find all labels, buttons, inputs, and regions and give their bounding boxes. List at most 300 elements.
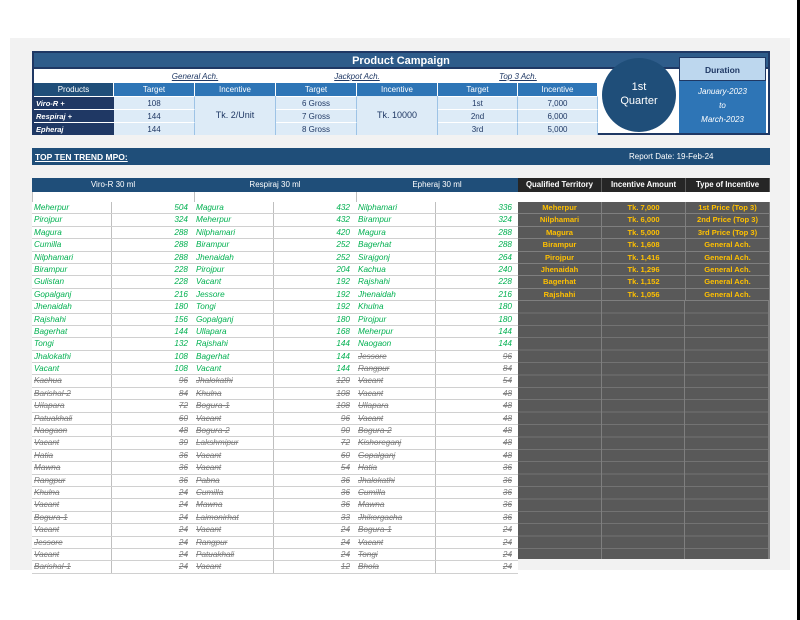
table-row	[194, 276, 356, 288]
territory-value: 144	[174, 326, 188, 336]
product-campaign-table	[32, 51, 770, 135]
group-general: General Ach.	[171, 72, 219, 81]
territory-name: Sirajgonj	[356, 252, 436, 263]
table-row	[32, 239, 194, 251]
table-row	[32, 338, 194, 350]
territory-name: Kishoreganj	[356, 437, 436, 448]
top3-incentive: 7,000	[518, 96, 598, 109]
territory-value: 504	[174, 203, 188, 212]
territory-name: Vacant	[32, 499, 112, 510]
table-row	[356, 351, 518, 363]
table-row	[194, 512, 356, 524]
table-row	[32, 326, 194, 338]
territory-name: Jhenaidah	[32, 301, 112, 312]
table-row	[356, 375, 518, 387]
territory-name: Lakshmipur	[194, 437, 274, 448]
table-row	[194, 202, 356, 214]
territory-value: 288	[498, 227, 512, 237]
territory-name: Hatia	[32, 450, 112, 461]
territory-name: Vacant	[32, 437, 112, 448]
territory-value: 108	[174, 351, 188, 361]
spreadsheet-area	[10, 38, 790, 570]
territory-name: Pirojpur	[32, 214, 112, 225]
table-row	[356, 338, 518, 350]
incentive-type: 2nd Price (Top 3)	[686, 214, 770, 225]
table-row	[194, 425, 356, 437]
territory-value: 120	[336, 376, 350, 386]
territory-name: Jhenaidah	[356, 289, 436, 300]
territory-value: 24	[178, 525, 188, 535]
territory-name: Birampur	[356, 214, 436, 225]
duration-to-word: to	[719, 101, 726, 110]
territory-name: Jhalokathi	[32, 351, 112, 362]
territory-value: 36	[502, 512, 512, 522]
table-row	[32, 450, 194, 462]
territory-value: 156	[174, 314, 188, 324]
header-qualified-territory: Qualified Territory	[518, 178, 602, 192]
territory-name: Nilphamari	[32, 252, 112, 263]
territory-value: 216	[498, 289, 512, 299]
territory-name: Meherpur	[194, 214, 274, 225]
table-row	[32, 314, 194, 326]
territory-value: 48	[502, 438, 512, 448]
table-row	[356, 289, 518, 301]
table-row	[194, 326, 356, 338]
general-incentive: Tk. 2/Unit	[195, 96, 276, 135]
incentive-type: General Ach.	[686, 239, 770, 250]
territory-value: 180	[498, 302, 512, 312]
territory-value: 48	[502, 413, 512, 423]
territory-name: Gopalganj	[194, 314, 274, 325]
table-row	[32, 549, 194, 561]
territory-name: Jhikorgacha	[356, 512, 436, 523]
territory-name: Mawna	[194, 499, 274, 510]
territory-value: 54	[340, 463, 350, 473]
jackpot-incentive: Tk. 10000	[357, 96, 438, 135]
territory-value: 48	[502, 401, 512, 411]
territory-value: 36	[340, 487, 350, 497]
quarter-number: 1st	[631, 81, 647, 93]
territory-value: 36	[178, 450, 188, 460]
territory-name: Pabna	[194, 475, 274, 486]
blank-row	[194, 192, 356, 202]
group-jackpot: Jackpot Ach.	[334, 72, 380, 81]
table-row	[194, 289, 356, 301]
territory-value: 432	[336, 203, 350, 212]
table-row	[32, 375, 194, 387]
qualified-row	[518, 202, 770, 214]
quarter-badge	[602, 58, 676, 132]
territory-name: Meherpur	[356, 326, 436, 337]
qualified-row	[518, 239, 770, 251]
incentive-amount: Tk. 1,608	[602, 239, 686, 250]
duration-from: January-2023	[698, 87, 747, 96]
blank-row	[518, 192, 770, 202]
territory-name: Naogaon	[32, 425, 112, 436]
territory-name: Jhalokathi	[356, 475, 436, 486]
territory-name: Jessore	[356, 351, 436, 362]
respiraj-table	[194, 178, 356, 574]
table-row	[32, 561, 194, 573]
territory-name: Birampur	[194, 239, 274, 250]
table-row	[32, 524, 194, 536]
territory-value: 324	[498, 215, 512, 225]
table-row	[356, 512, 518, 524]
territory-value: 132	[174, 339, 188, 349]
territory-name: Meherpur	[32, 202, 112, 213]
territory-value: 33	[340, 512, 350, 522]
top3-incentive: 6,000	[518, 109, 598, 122]
product-name: Epheraj	[34, 122, 114, 135]
territory-value: 48	[178, 426, 188, 436]
empty-rows	[518, 301, 770, 559]
table-row	[194, 561, 356, 573]
territory-value: 144	[336, 364, 350, 374]
territory-value: 24	[178, 562, 188, 572]
table-row	[32, 462, 194, 474]
report-date: Report Date: 19-Feb-24	[629, 152, 714, 161]
incentive-type: 1st Price (Top 3)	[686, 202, 770, 213]
table-row	[194, 363, 356, 375]
blank-row	[356, 192, 518, 202]
qualified-territory: Pirojpur	[518, 252, 602, 263]
territory-name: Vacant	[356, 375, 436, 386]
territory-value: 24	[178, 487, 188, 497]
territory-value: 432	[336, 215, 350, 225]
territory-value: 36	[178, 475, 188, 485]
trend-banner	[32, 148, 770, 165]
table-header: Epheraj 30 ml	[356, 178, 518, 192]
territory-value: 96	[502, 351, 512, 361]
duration-period	[679, 81, 766, 133]
table-row	[32, 227, 194, 239]
territory-name: Vacant	[32, 363, 112, 374]
territory-name: Rangpur	[194, 537, 274, 548]
territory-value: 192	[336, 302, 350, 312]
territory-value: 24	[178, 512, 188, 522]
jackpot-target: 8 Gross	[276, 122, 357, 135]
table-row	[194, 388, 356, 400]
territory-name: Khulna	[356, 301, 436, 312]
qualified-territory: Birampur	[518, 239, 602, 250]
table-row	[356, 499, 518, 511]
territory-name: Bogura-2	[356, 425, 436, 436]
table-row	[194, 338, 356, 350]
territory-value: 180	[498, 314, 512, 324]
territory-name: Naogaon	[356, 338, 436, 349]
territory-name: Barishal-2	[32, 388, 112, 399]
table-row	[194, 301, 356, 313]
territory-value: 144	[498, 339, 512, 349]
territory-value: 90	[340, 426, 350, 436]
territory-value: 24	[502, 537, 512, 547]
territory-value: 24	[340, 549, 350, 559]
territory-value: 288	[174, 227, 188, 237]
incentive-amount: Tk. 1,152	[602, 276, 686, 287]
top3-target: 1st	[438, 96, 518, 109]
header-incentive: Incentive	[357, 83, 438, 96]
territory-value: 228	[174, 264, 188, 274]
qualified-territory-table	[518, 178, 770, 559]
territory-name: Patuakhali	[32, 413, 112, 424]
qualified-row	[518, 289, 770, 301]
territory-value: 12	[340, 562, 350, 572]
general-target: 144	[114, 109, 195, 122]
territory-value: 228	[174, 277, 188, 287]
territory-name: Bagerhat	[32, 326, 112, 337]
table-row	[32, 202, 194, 214]
territory-value: 192	[336, 277, 350, 287]
territory-name: Vacant	[32, 549, 112, 560]
table-row	[356, 301, 518, 313]
table-row	[32, 487, 194, 499]
territory-name: Hatia	[356, 462, 436, 473]
table-row	[194, 264, 356, 276]
territory-name: Kachua	[356, 264, 436, 275]
table-row	[356, 437, 518, 449]
table-row	[356, 524, 518, 536]
table-row	[32, 475, 194, 487]
incentive-amount: Tk. 1,416	[602, 252, 686, 263]
table-row	[32, 363, 194, 375]
territory-name: Rajshahi	[194, 338, 274, 349]
territory-name: Vacant	[32, 524, 112, 535]
table-row	[32, 351, 194, 363]
table-row	[32, 512, 194, 524]
territory-name: Tongi	[194, 301, 274, 312]
territory-name: Pirojpur	[194, 264, 274, 275]
incentive-type: General Ach.	[686, 289, 770, 300]
territory-value: 72	[340, 438, 350, 448]
territory-name: Birampur	[32, 264, 112, 275]
territory-value: 252	[336, 240, 350, 250]
territory-name: Magura	[32, 227, 112, 238]
table-row	[356, 276, 518, 288]
trend-title: TOP TEN TREND MPO:	[35, 152, 128, 162]
table-header: Respiraj 30 ml	[194, 178, 356, 192]
table-row	[356, 252, 518, 264]
incentive-amount: Tk. 7,000	[602, 202, 686, 213]
territory-value: 24	[178, 549, 188, 559]
qualified-row	[518, 252, 770, 264]
table-row	[356, 413, 518, 425]
territory-name: Vacant	[194, 524, 274, 535]
duration-header: Duration	[679, 57, 766, 81]
table-row	[356, 326, 518, 338]
territory-name: Jhalokathi	[194, 375, 274, 386]
table-row	[32, 400, 194, 412]
territory-name: Khulna	[194, 388, 274, 399]
territory-name: Vacant	[194, 450, 274, 461]
table-row	[356, 561, 518, 573]
header-type-of-incentive: Type of Incentive	[686, 178, 770, 192]
table-row	[356, 314, 518, 326]
territory-value: 108	[174, 364, 188, 374]
territory-value: 192	[336, 289, 350, 299]
territory-value: 24	[502, 562, 512, 572]
header-incentive-amount: Incentive Amount	[602, 178, 686, 192]
table-row	[356, 549, 518, 561]
viro-r-table	[32, 178, 194, 574]
territory-name: Bogura-1	[32, 512, 112, 523]
incentive-amount: Tk. 1,296	[602, 264, 686, 275]
territory-value: 36	[502, 475, 512, 485]
general-target: 144	[114, 122, 195, 135]
territory-value: 180	[336, 314, 350, 324]
territory-name: Tongi	[32, 338, 112, 349]
territory-name: Laimonirhat	[194, 512, 274, 523]
territory-name: Mawna	[356, 499, 436, 510]
territory-value: 24	[340, 537, 350, 547]
territory-value: 288	[498, 240, 512, 250]
table-row	[356, 425, 518, 437]
territory-name: Vacant	[194, 363, 274, 374]
table-row	[194, 351, 356, 363]
qualified-territory: Rajshahi	[518, 289, 602, 300]
territory-name: Bogura-1	[356, 524, 436, 535]
table-row	[194, 400, 356, 412]
top3-incentive: 5,000	[518, 122, 598, 135]
product-name: Viro-R +	[34, 96, 114, 109]
territory-name: Mawna	[32, 462, 112, 473]
qualified-territory: Nilphamari	[518, 214, 602, 225]
top3-target: 3rd	[438, 122, 518, 135]
territory-name: Gopalganj	[356, 450, 436, 461]
table-row	[32, 499, 194, 511]
territory-name: Uilapara	[32, 400, 112, 411]
table-row	[32, 276, 194, 288]
territory-name: Rangpur	[32, 475, 112, 486]
table-row	[32, 537, 194, 549]
jackpot-target: 6 Gross	[276, 96, 357, 109]
territory-name: Bagerhat	[356, 239, 436, 250]
territory-value: 84	[178, 388, 188, 398]
territory-value: 96	[178, 376, 188, 386]
table-row	[194, 227, 356, 239]
table-row	[194, 375, 356, 387]
qualified-territory: Jhenaidah	[518, 264, 602, 275]
territory-value: 24	[340, 525, 350, 535]
territory-value: 36	[340, 475, 350, 485]
territory-name: Cumilla	[194, 487, 274, 498]
jackpot-target: 7 Gross	[276, 109, 357, 122]
territory-name: Vacant	[194, 276, 274, 287]
territory-value: 144	[498, 326, 512, 336]
territory-name: Jhenaidah	[194, 252, 274, 263]
territory-name: Rangpur	[356, 363, 436, 374]
territory-value: 60	[178, 413, 188, 423]
territory-name: Vacant	[194, 561, 274, 572]
territory-name: Ullapara	[194, 326, 274, 337]
territory-value: 48	[502, 450, 512, 460]
territory-name: Magura	[194, 202, 274, 213]
table-row	[32, 413, 194, 425]
incentive-type: General Ach.	[686, 264, 770, 275]
territory-value: 180	[174, 302, 188, 312]
table-row	[32, 252, 194, 264]
incentive-amount: Tk. 1,056	[602, 289, 686, 300]
table-row	[356, 264, 518, 276]
table-row	[356, 487, 518, 499]
table-row	[194, 214, 356, 226]
top3-target: 2nd	[438, 109, 518, 122]
territory-value: 60	[340, 450, 350, 460]
table-row	[32, 214, 194, 226]
territory-name: Cumilla	[32, 239, 112, 250]
table-row	[32, 264, 194, 276]
table-row	[194, 499, 356, 511]
territory-name: Gulistan	[32, 276, 112, 287]
table-row	[356, 202, 518, 214]
territory-value: 108	[336, 388, 350, 398]
territory-name: Barishal-1	[32, 561, 112, 572]
territory-value: 39	[178, 438, 188, 448]
territory-value: 36	[178, 463, 188, 473]
qualified-row	[518, 214, 770, 226]
incentive-amount: Tk. 6,000	[602, 214, 686, 225]
territory-value: 420	[336, 227, 350, 237]
duration-to: March-2023	[701, 115, 744, 124]
territory-name: Gopalganj	[32, 289, 112, 300]
territory-value: 144	[336, 339, 350, 349]
table-row	[194, 475, 356, 487]
general-target: 108	[114, 96, 195, 109]
territory-name: Rajshahi	[32, 314, 112, 325]
territory-name: Jessore	[194, 289, 274, 300]
header-target: Target	[438, 83, 518, 96]
territory-value: 288	[174, 240, 188, 250]
territory-name: Rajshahi	[356, 276, 436, 287]
incentive-type: General Ach.	[686, 276, 770, 287]
territory-value: 336	[498, 203, 512, 212]
territory-name: Patuakhali	[194, 549, 274, 560]
territory-name: Khulna	[32, 487, 112, 498]
table-row	[356, 462, 518, 474]
product-name: Respiraj +	[34, 109, 114, 122]
qualified-row	[518, 227, 770, 239]
table-row	[194, 239, 356, 251]
table-row	[194, 462, 356, 474]
territory-value: 36	[502, 463, 512, 473]
quarter-label: Quarter	[620, 95, 658, 107]
territory-value: 48	[502, 426, 512, 436]
territory-value: 252	[336, 252, 350, 262]
territory-value: 144	[336, 351, 350, 361]
table-row	[32, 388, 194, 400]
table-row	[356, 475, 518, 487]
table-row	[194, 314, 356, 326]
table-row	[32, 425, 194, 437]
territory-name: Cumilla	[356, 487, 436, 498]
header-target: Target	[276, 83, 357, 96]
territory-name: Vacant	[356, 537, 436, 548]
group-top3: Top 3 Ach.	[499, 72, 537, 81]
territory-name: Pirojpur	[356, 314, 436, 325]
territory-name: Bogura-1	[194, 400, 274, 411]
territory-value: 24	[178, 537, 188, 547]
table-row	[356, 239, 518, 251]
territory-name: Bogura-2	[194, 425, 274, 436]
qualified-territory: Meherpur	[518, 202, 602, 213]
table-row	[194, 487, 356, 499]
territory-name: Vacant	[194, 462, 274, 473]
table-row	[356, 388, 518, 400]
table-row	[356, 363, 518, 375]
territory-value: 288	[174, 252, 188, 262]
territory-value: 36	[502, 500, 512, 510]
territory-value: 216	[174, 289, 188, 299]
table-row	[194, 252, 356, 264]
